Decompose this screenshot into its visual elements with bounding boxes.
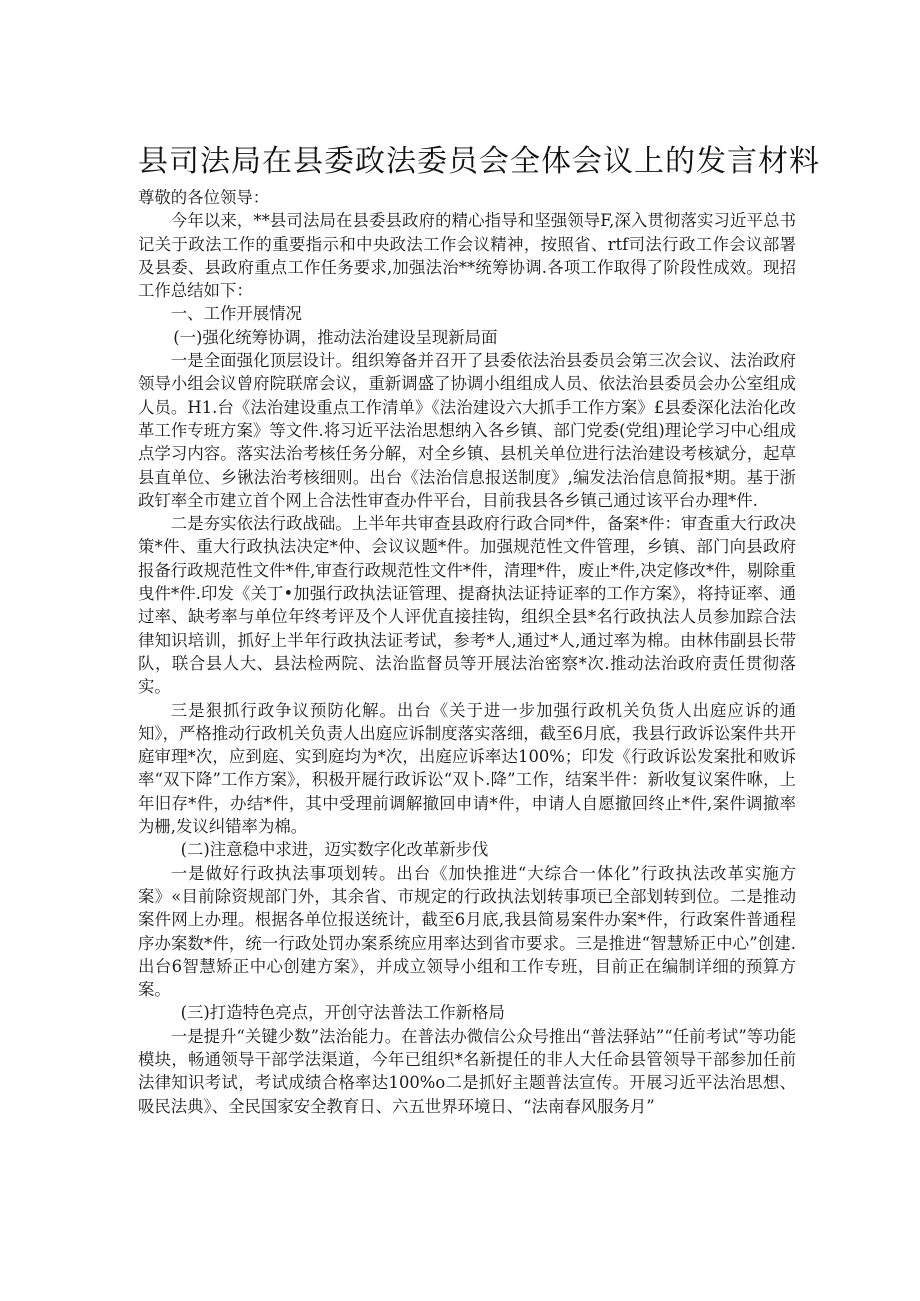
subsection-heading: (二)注意稳中求进，迈实数字化改革新步伐: [180, 840, 489, 860]
body-paragraph: 二是夯实依法行政战础。上半年共审查县政府行政合同*件，备案*件：审査重大行政决策*件、重大行政执法决定*仲、会议议题*件。加强规范性文件管理，乡镇、部门向县政府报备行政规范性文件*件,审查行政规范性文件*件，清理*件，废止*件,决定修改*件，剔除重曳件*件.印发《关丁•加强行政执法证管理、提裔执法证持证率的工作方案》，将持证率、通过率、缺考率与单位年终考评及个人评优直接挂钩，组织全县*名行政执法人员参加踪合法律知识培训，抓好上半年行政执法证考试，参考*人,通过*人,通过率为棉。由林伟副县长带队，联合县人大、县法检两院、法治监督员等开展法治密察*次.推动法治政府责任贯彻落实。: [138, 514, 796, 697]
intro-paragraph: 今年以来，**县司法局在县委县政府的精心指导和坚强领导F,深入贯彻落实习近平总书记关于政法工作的重要指示和中央政法工作会议精神，按照省、rtf司法行政工作会议部署及县委、县政府重点工作任务要求,加强法治**统筹协调.各项工作取得了阶段性成效。现招工作总结如下：: [138, 211, 796, 301]
document-title: 县司法局在县委政法委员会全体会议上的发言材料: [138, 144, 820, 179]
body-paragraph: 一是做好行政执法事项划转。出台《加快推进“大综合一体化”行政执法改革实施方案》«目前除资规部门外，其余省、市规定的行政执法划转事项已全部划转到位。二是推动案件网上办理。根据各单位报送统计，截至6月底,我县简易案件办案*件，行政案件普通程序办案数*件，统一行政处罚办案系统应用率达到省市要求。三是推进“智慧矫正中心”创建.出台6智慧矫正中心创建方案》，并成立领导小组和工作专班，目前正在编制详细的预算方案。: [138, 863, 796, 1000]
body-paragraph: 三是狠抓行政争议预防化解。出台《关于进一步加强行政机关负货人出庭应诉的通知》，严格推动行政机关负责人出庭应诉制度落实落细，截至6月底，我县行政诉讼案件共开庭审理*次，应到庭、实到庭均为*次，出庭应诉率达100%；印发《行政诉讼发案批和败诉率“双下降”工作方案》，积极开屣行政诉讼“双卜.降”工作，结案半件：新收复议案件咻，上年旧存*件，办结*件，其中受理前调解撤回申请*件，申请人自愿撤回终止*件,案件调撤率为栅,发议纠错率为棉。: [138, 700, 796, 837]
document-body: [138, 186, 796, 1118]
body-paragraph: 一是提升“关键少数”法治能力。在普法办微信公众号推出“普法驿站”“任前考试”等功能模块，畅通领导干部学法渠道，今年已组织*名新提任的非人大任命县管领导干部参加任前法律知识考试，考试成绩合格率达100%o二是抓好主题普法宣传。开展习近平法治思想、吸民法典》、全民国家安全教育日、六五世界环境日、“法南春风服务月”: [138, 1026, 796, 1116]
section-heading: 一、工作开展情况: [170, 304, 302, 324]
subsection-heading: (一)强化统筹协调，推动法治建设呈现新局面: [173, 327, 498, 347]
body-paragraph: 一是全面强化顶层设计。组织筹备并召开了县委依法治县委员会第三次会议、法治政府领导小组会议曾府院联席会议，重新调盛了协调小组组成人员、依法治县委员会办公室组成人员。H1.台《法治建设重点工作清单》《法治建设六大抓手工作方案》£县委深化法治化改革工作专班方案》等文件.将习近平法治思想纳入各乡镇、部门党委(党组)理论学习中心组成点学习内容。落实法治考核任务分解，对全乡镇、县机关单位进行法治建设考核斌分，起草县直单位、乡锹法治考核细则。出台《法治信息报送制度》,编发法治信息简报*期。基于浙政钉率全市建立首个网上合法性审查办件平台，目前我县各乡镇己通过该平台办理*件.: [138, 351, 796, 510]
salutation: 尊敬的各位领导：: [138, 188, 270, 207]
subsection-heading: (三)打造特色亮点，开创守法普法工作新格局: [180, 1003, 505, 1023]
